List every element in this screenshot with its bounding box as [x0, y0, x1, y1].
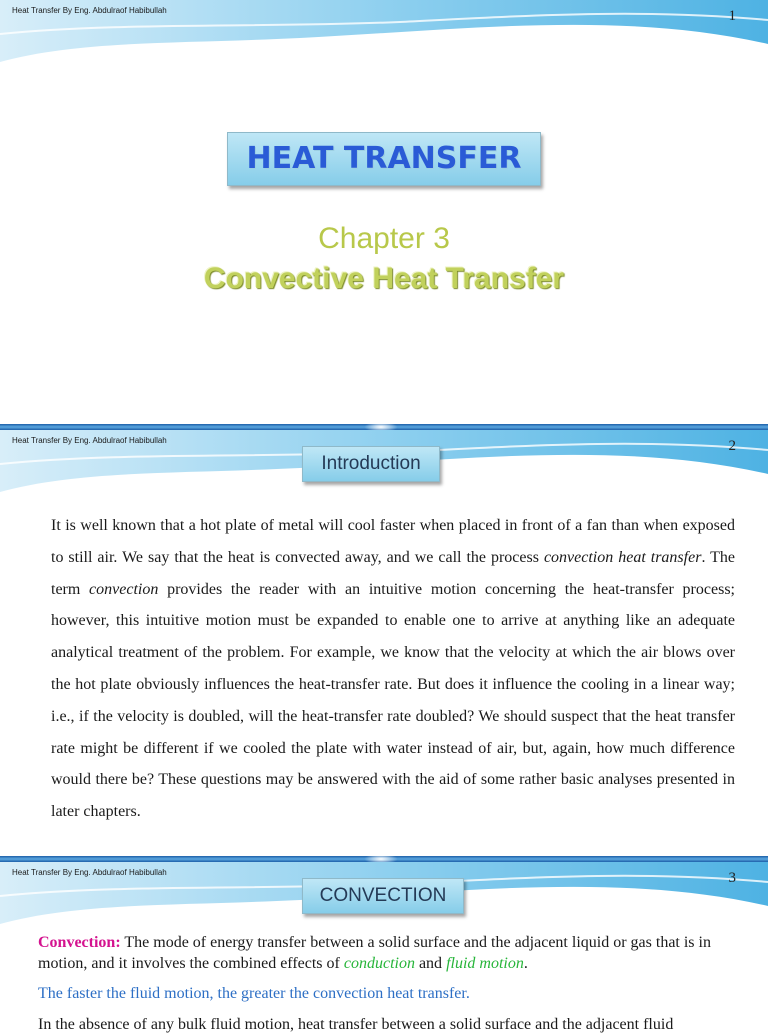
- intro-paragraph: [51, 510, 735, 828]
- fluid-motion-term: fluid motion: [446, 955, 524, 972]
- convection-definition: [38, 932, 728, 974]
- paragraph-text: . The term: [51, 548, 736, 598]
- slide-2: [0, 430, 768, 856]
- partial-line: In the absence of any bulk fluid motion, heat transfer between a solid surface and the adjacent fluid: [38, 1016, 674, 1033]
- slide-3: [0, 862, 768, 1033]
- and-text: and: [414, 955, 447, 972]
- chapter-subtitle: Convective Heat Transfer: [203, 262, 565, 295]
- italic-term: convection: [89, 580, 159, 598]
- title-box: [227, 132, 541, 186]
- page-number: 1: [728, 8, 736, 24]
- slide-1: [0, 0, 768, 424]
- chapter-label: Chapter 3: [318, 222, 450, 255]
- section-title-box: [302, 878, 464, 914]
- page-number: 2: [728, 438, 736, 454]
- header-author: Heat Transfer By Eng. Abdulraof Habibullah: [12, 6, 167, 15]
- section-title-box: [302, 446, 440, 482]
- header-author: Heat Transfer By Eng. Abdulraof Habibullah: [12, 436, 167, 445]
- definition-text: The mode of energy transfer between a solid surface and the adjacent liquid or gas that is in motion, and it involves the combined effects of: [38, 934, 711, 972]
- convection-term: Convection:: [38, 934, 121, 951]
- section-title: CONVECTION: [319, 885, 447, 906]
- header-author: Heat Transfer By Eng. Abdulraof Habibullah: [12, 868, 167, 877]
- period-text: .: [523, 955, 528, 972]
- section-title: Introduction: [321, 453, 421, 474]
- italic-term: convection heat transfer: [543, 548, 702, 566]
- highlight-statement: The faster the fluid motion, the greater the convection heat transfer.: [38, 985, 470, 1002]
- main-title: HEAT TRANSFER: [246, 141, 522, 176]
- paragraph-text: provides the reader with an intuitive motion concerning the heat-transfer process; however, this intuitive motion must be expanded to enable one to arrive at anything like an adequate analytical treatment of the problem. For example, we know that the velocity at which the air blows over the hot plate obviously influences the heat-transfer rate. But does it influence the cooling in a linear way; i.e., if the velocity is doubled, will the heat-transfer rate doubled? We should suspect that the heat transfer rate might be different if we cooled the plate with water instead of air, but, again, how much difference would there be? These questions may be answered with the aid of some rather basic analyses presented in later chapters.: [51, 580, 735, 821]
- conduction-term: conduction: [343, 955, 415, 972]
- page-number: 3: [728, 870, 736, 886]
- paragraph-text: It is well known that a hot plate of metal will cool faster when placed in front of a fan than when exposed to still air. We say that the heat is convected away, and we call the process: [51, 517, 735, 566]
